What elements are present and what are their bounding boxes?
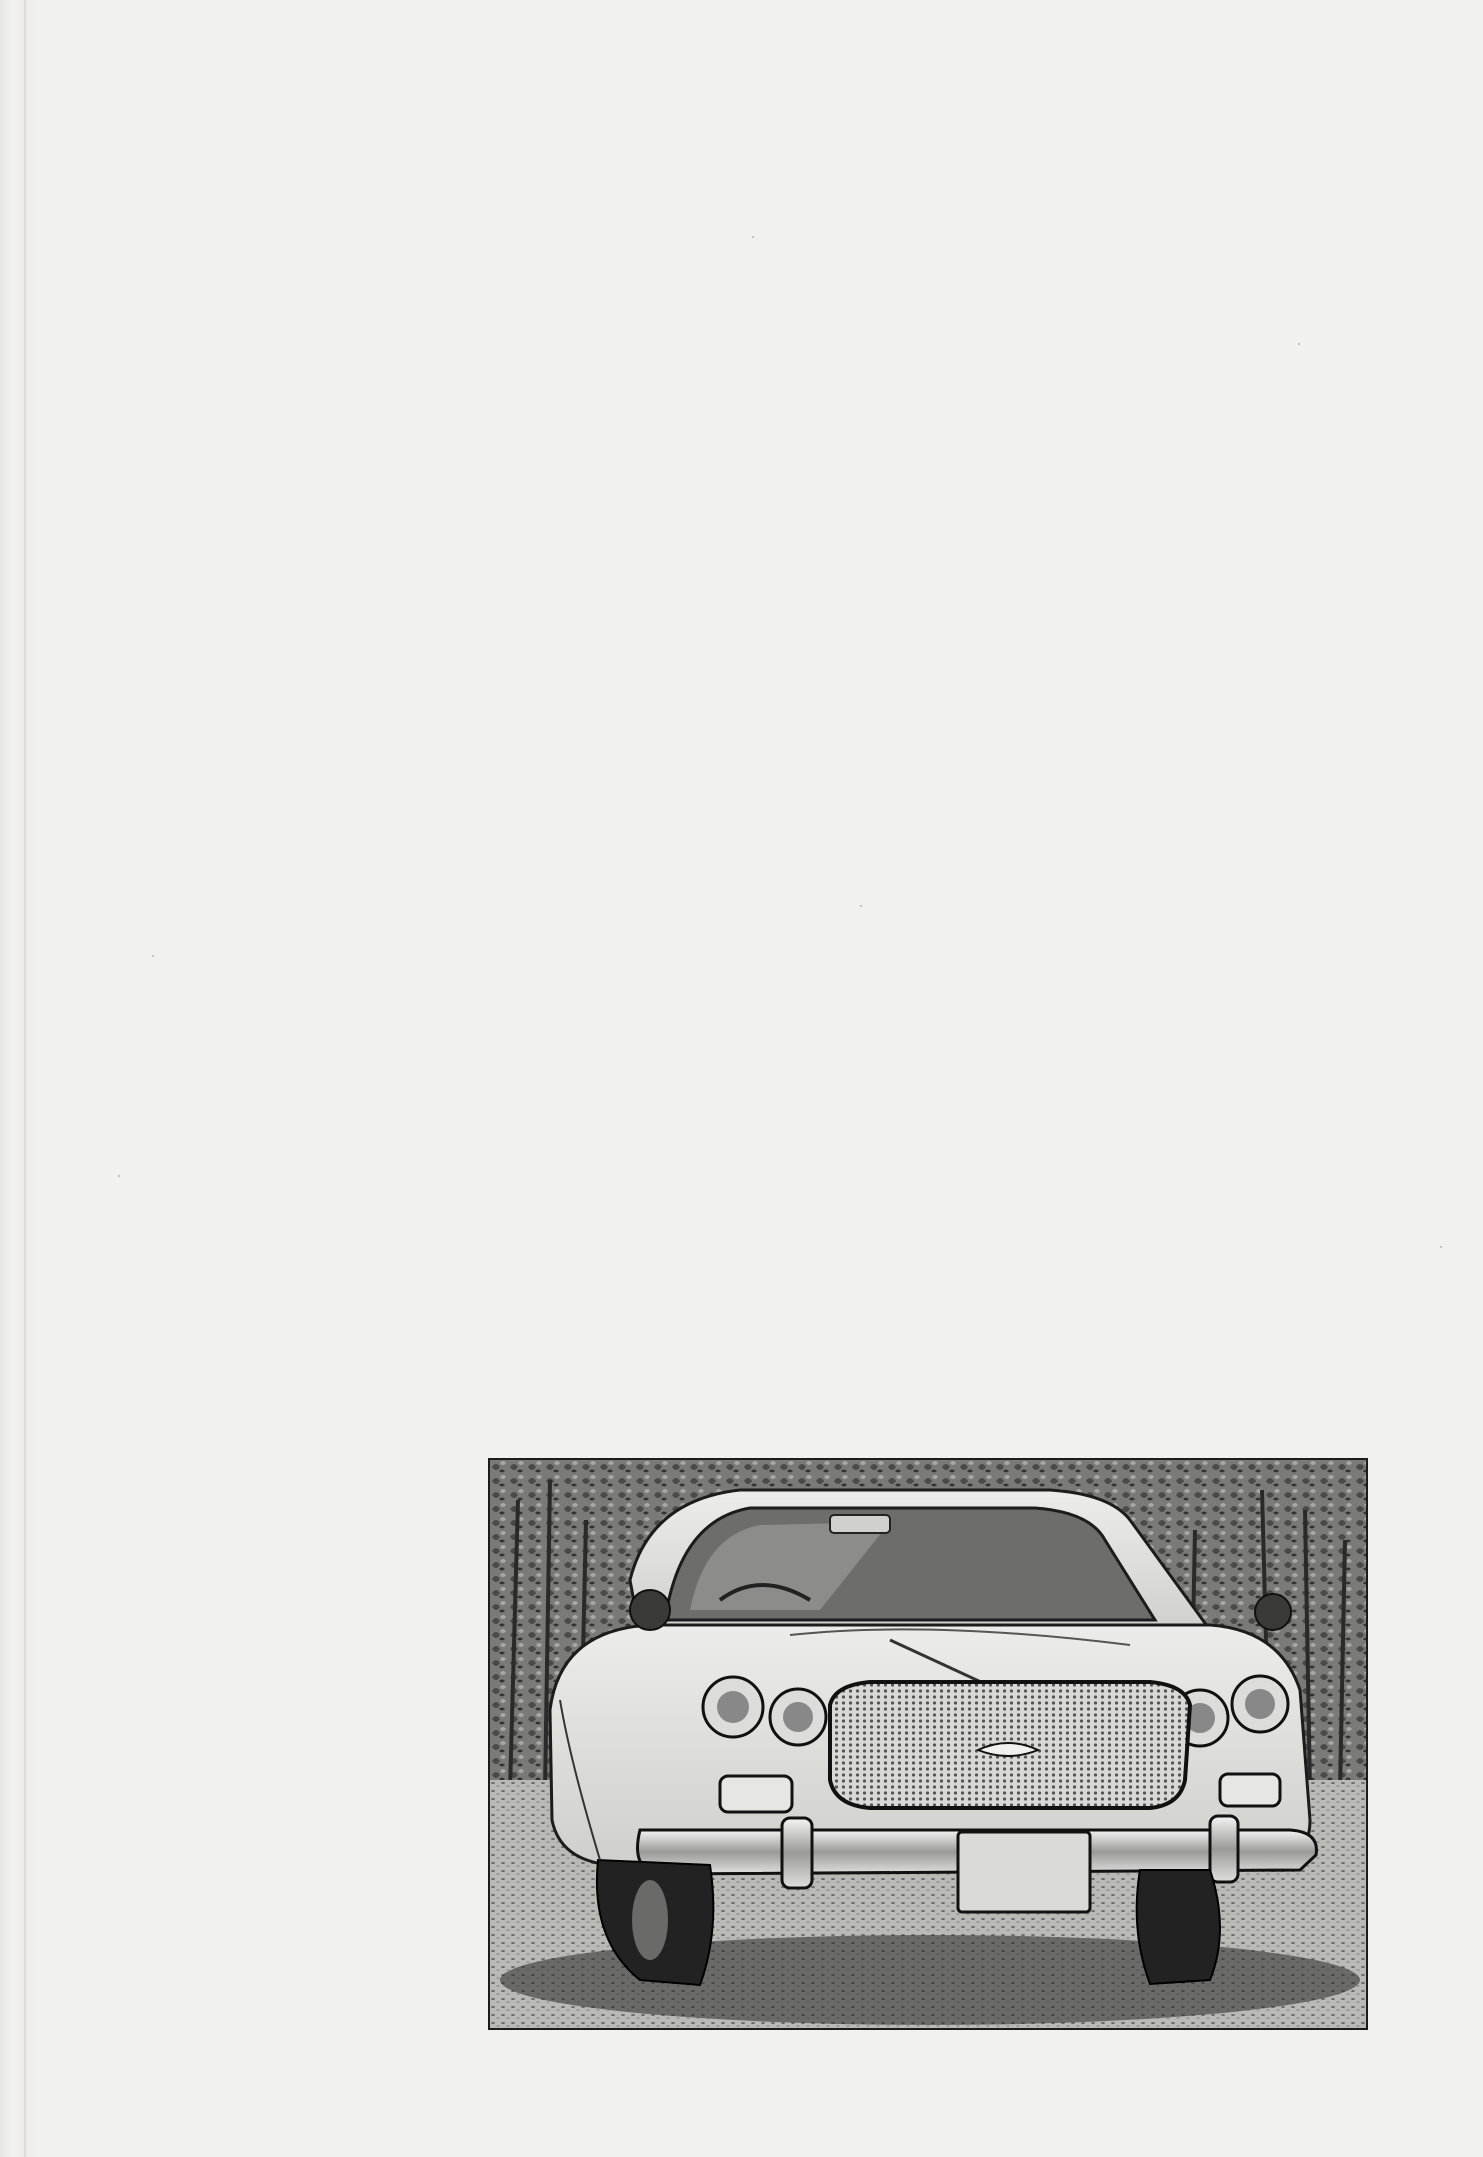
illustration-panel — [488, 1458, 1368, 2030]
page-gutter — [0, 0, 38, 2157]
paper-speck — [1440, 1246, 1442, 1248]
paper-speck — [1298, 343, 1300, 345]
gutter-line — [24, 0, 26, 2157]
paper-speck — [152, 955, 154, 957]
paper-speck — [118, 1175, 120, 1177]
paper-speck — [860, 905, 862, 907]
vintage-sedan-icon — [490, 1460, 1366, 2028]
paper-speck — [752, 236, 754, 238]
